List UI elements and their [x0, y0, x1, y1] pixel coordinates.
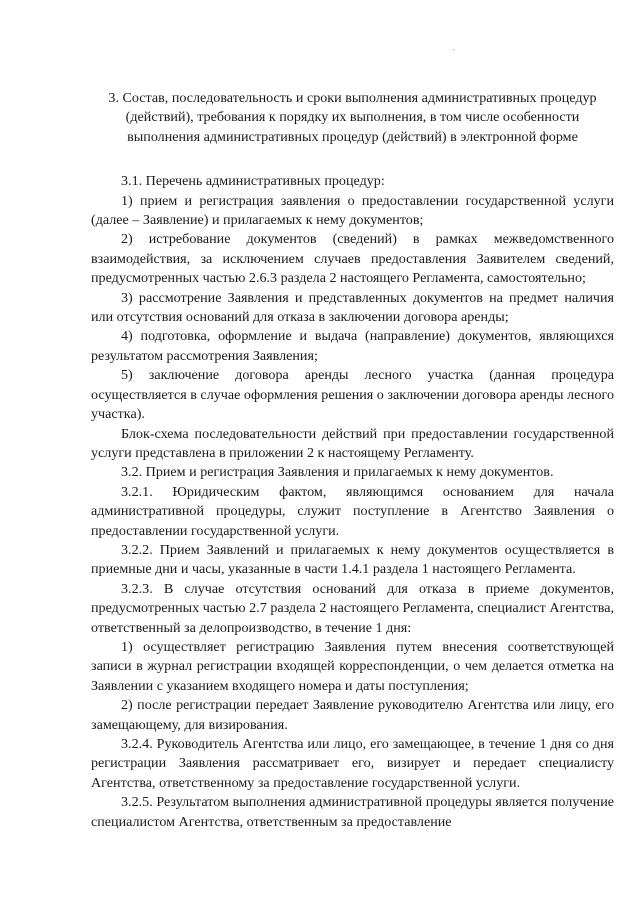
paragraph: 3.2.5. Результатом выполнения административной процедуры является получение специалистом Агентства, ответственным за предоставление [91, 794, 614, 830]
paragraph: 1) осуществляет регистрацию Заявления путем внесения соответствующей записи в журнал регистрации входящей корреспонденции, о чем делается отметка на Заявлении с указанием входящего номера и даты поступления; [91, 638, 614, 694]
paragraph: Блок-схема последовательности действий при предоставлении государственной услуги представлена в приложении 2 к настоящему Регламенту. [91, 425, 614, 461]
paragraph: 3.2.3. В случае отсутствия оснований для отказа в приеме документов, предусмотренных частью 2.7 раздела 2 настоящего Регламента, специалист Агентства, ответственный за делопроизводство, в течение 1 дня: [91, 580, 614, 636]
paragraph: 3.2.2. Прием Заявлений и прилагаемых к нему документов осуществляется в приемные дни и часы, указанные в части 1.4.1 раздела 1 настоящего Регламента. [91, 541, 614, 578]
paragraph: 3.2. Прием и регистрация Заявления и прилагаемых к нему документов. [121, 464, 554, 481]
paragraph: 2) истребование документов (сведений) в рамках межведомственного взаимодействия, за исключением случаев предоставления Заявителем сведений, предусмотренных частью 2.6.3 раздела 2 настоящего Регламента, самостоятельно; [91, 231, 614, 287]
paragraph: 3.2.1. Юридическим фактом, являющимся основанием для начала административной процедуры, служит поступление в Агентство Заявления о предоставлении государственной услуги. [91, 483, 614, 539]
paragraph: 3.1. Перечень административных процедур: [121, 173, 385, 190]
paragraph: 3) рассмотрение Заявления и представленных документов на предмет наличия или отсутствия оснований для отказа в заключении договора аренды; [91, 289, 614, 326]
paragraph: 2) после регистрации передает Заявление руководителю Агентства или лицу, его замещающему, для визирования. [91, 697, 614, 733]
paragraph: 3.2.4. Руководитель Агентства или лицо, его замещающее, в течение 1 дня со дня регистрации Заявления рассматривает его, визирует и передает специалисту Агентства, ответственному за предоставление государственной услуги. [91, 736, 614, 791]
document-body [91, 89, 614, 832]
scan-speck: ˎ [452, 40, 456, 51]
section-title: 3. Состав, последовательность и сроки выполнения административных процедур (действий), требования к порядку их выполнения, в том числе особенности выполнения административных процедур (действий) в электронной форме [108, 90, 597, 145]
paragraph: 4) подготовка, оформление и выдача (направление) документов, являющихся результатом рассмотрения Заявления; [91, 328, 614, 364]
paragraph: 1) прием и регистрация заявления о предоставлении государственной услуги (далее – Заявление) и прилагаемых к нему документов; [91, 192, 614, 229]
paragraph: 5) заключение договора аренды лесного участка (данная процедура осуществляется в случае оформления решения о заключении договора аренды лесного участка). [91, 367, 614, 423]
